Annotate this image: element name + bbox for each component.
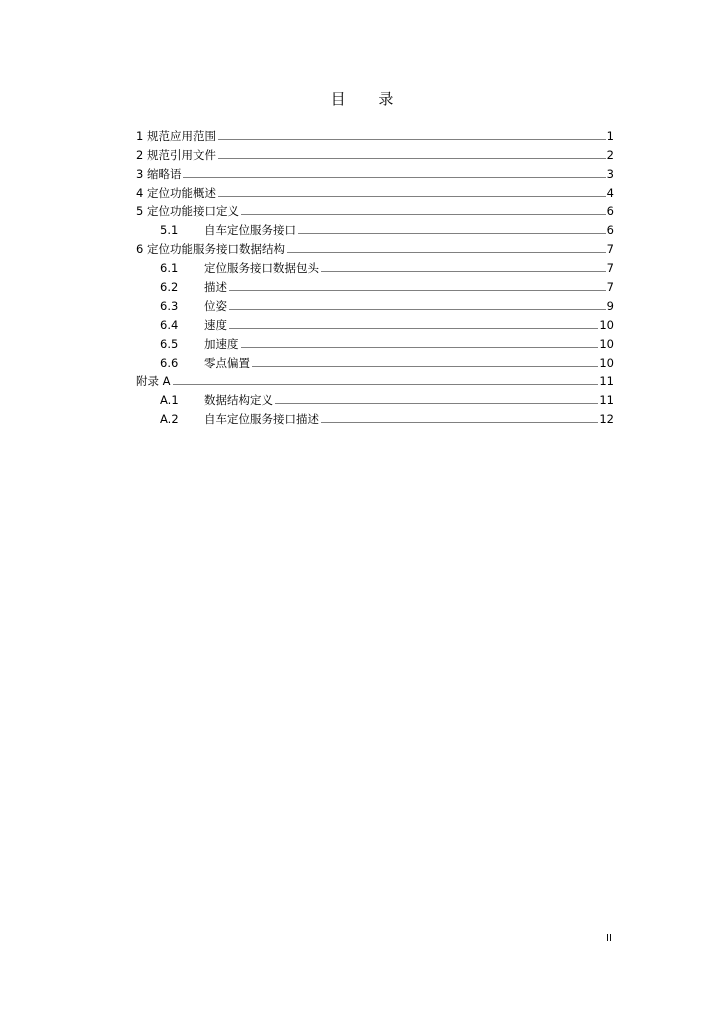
- toc-entry-page: 10: [599, 317, 614, 332]
- toc-entry-label: 数据结构定义: [204, 393, 273, 408]
- page-title: 目 录: [330, 90, 408, 108]
- toc-leader-dots: [241, 214, 606, 215]
- page-number-footer: II: [606, 933, 612, 944]
- toc-entry-page: 11: [599, 393, 614, 408]
- toc-entry-label: 4 定位功能概述: [136, 185, 216, 200]
- table-of-contents: [136, 124, 614, 426]
- toc-leader-dots: [183, 177, 605, 178]
- toc-entry[interactable]: [136, 200, 614, 219]
- toc-leader-dots: [241, 347, 599, 348]
- toc-leader-dots: [218, 196, 606, 197]
- toc-entry[interactable]: [136, 143, 614, 162]
- toc-entry-page: 10: [599, 336, 614, 351]
- toc-subentry[interactable]: [136, 313, 614, 332]
- toc-entry-page: 3: [606, 166, 614, 181]
- toc-entry-label: 1 规范应用范围: [136, 128, 216, 143]
- toc-entry-label: 描述: [204, 280, 227, 295]
- toc-entry-label: 附录 A: [136, 374, 171, 389]
- toc-entry-page: 4: [606, 185, 614, 200]
- toc-leader-dots: [173, 384, 599, 385]
- toc-entry-label: 自车定位服务接口: [204, 223, 296, 238]
- toc-leader-dots: [321, 422, 598, 423]
- toc-subentry[interactable]: [136, 275, 614, 294]
- toc-subentry[interactable]: [136, 218, 614, 237]
- toc-leader-dots: [229, 328, 598, 329]
- toc-entry-number: 6.2: [160, 280, 179, 295]
- toc-leader-dots: [229, 309, 606, 310]
- toc-entry-label: 位姿: [204, 298, 227, 313]
- toc-subentry[interactable]: [136, 407, 614, 426]
- toc-entry-number: A.1: [160, 393, 179, 408]
- toc-subentry[interactable]: [136, 332, 614, 351]
- toc-leader-dots: [298, 233, 606, 234]
- toc-entry-page: 7: [606, 261, 614, 276]
- toc-entry-page: 9: [606, 298, 614, 313]
- toc-subentry[interactable]: [136, 256, 614, 275]
- toc-subentry[interactable]: [136, 351, 614, 370]
- toc-entry-page: 7: [606, 242, 614, 257]
- toc-leader-dots: [252, 366, 598, 367]
- toc-leader-dots: [218, 139, 606, 140]
- toc-entry-page: 2: [606, 147, 614, 162]
- toc-entry[interactable]: [136, 124, 614, 143]
- toc-entry-page: 11: [599, 374, 614, 389]
- toc-leader-dots: [321, 271, 606, 272]
- toc-entry-page: 6: [606, 223, 614, 238]
- toc-entry-label: 加速度: [204, 336, 239, 351]
- toc-entry-number: A.2: [160, 412, 179, 427]
- toc-leader-dots: [275, 403, 598, 404]
- toc-entry-label: 3 缩略语: [136, 166, 182, 181]
- toc-entry-label: 6 定位功能服务接口数据结构: [136, 242, 285, 257]
- toc-entry-page: 7: [606, 280, 614, 295]
- toc-entry-number: 6.4: [160, 317, 179, 332]
- toc-leader-dots: [287, 252, 606, 253]
- toc-entry-page: 1: [606, 128, 614, 143]
- toc-leader-dots: [218, 158, 606, 159]
- toc-entry-number: 6.3: [160, 298, 179, 313]
- toc-entry-number: 5.1: [160, 223, 179, 238]
- toc-entry[interactable]: [136, 162, 614, 181]
- toc-entry-label: 2 规范引用文件: [136, 147, 216, 162]
- toc-entry-number: 6.5: [160, 336, 179, 351]
- toc-leader-dots: [229, 290, 606, 291]
- toc-entry[interactable]: [136, 181, 614, 200]
- toc-entry-page: 6: [606, 204, 614, 219]
- toc-entry-label: 速度: [204, 317, 227, 332]
- toc-entry[interactable]: [136, 237, 614, 256]
- toc-entry-label: 自车定位服务接口描述: [204, 412, 319, 427]
- toc-entry-number: 6.6: [160, 355, 179, 370]
- toc-entry[interactable]: [136, 370, 614, 389]
- toc-entry-label: 零点偏置: [204, 355, 250, 370]
- toc-entry-label: 5 定位功能接口定义: [136, 204, 239, 219]
- toc-entry-page: 10: [599, 355, 614, 370]
- toc-entry-label: 定位服务接口数据包头: [204, 261, 319, 276]
- toc-subentry[interactable]: [136, 294, 614, 313]
- toc-entry-page: 12: [599, 412, 614, 427]
- toc-subentry[interactable]: [136, 388, 614, 407]
- toc-entry-number: 6.1: [160, 261, 179, 276]
